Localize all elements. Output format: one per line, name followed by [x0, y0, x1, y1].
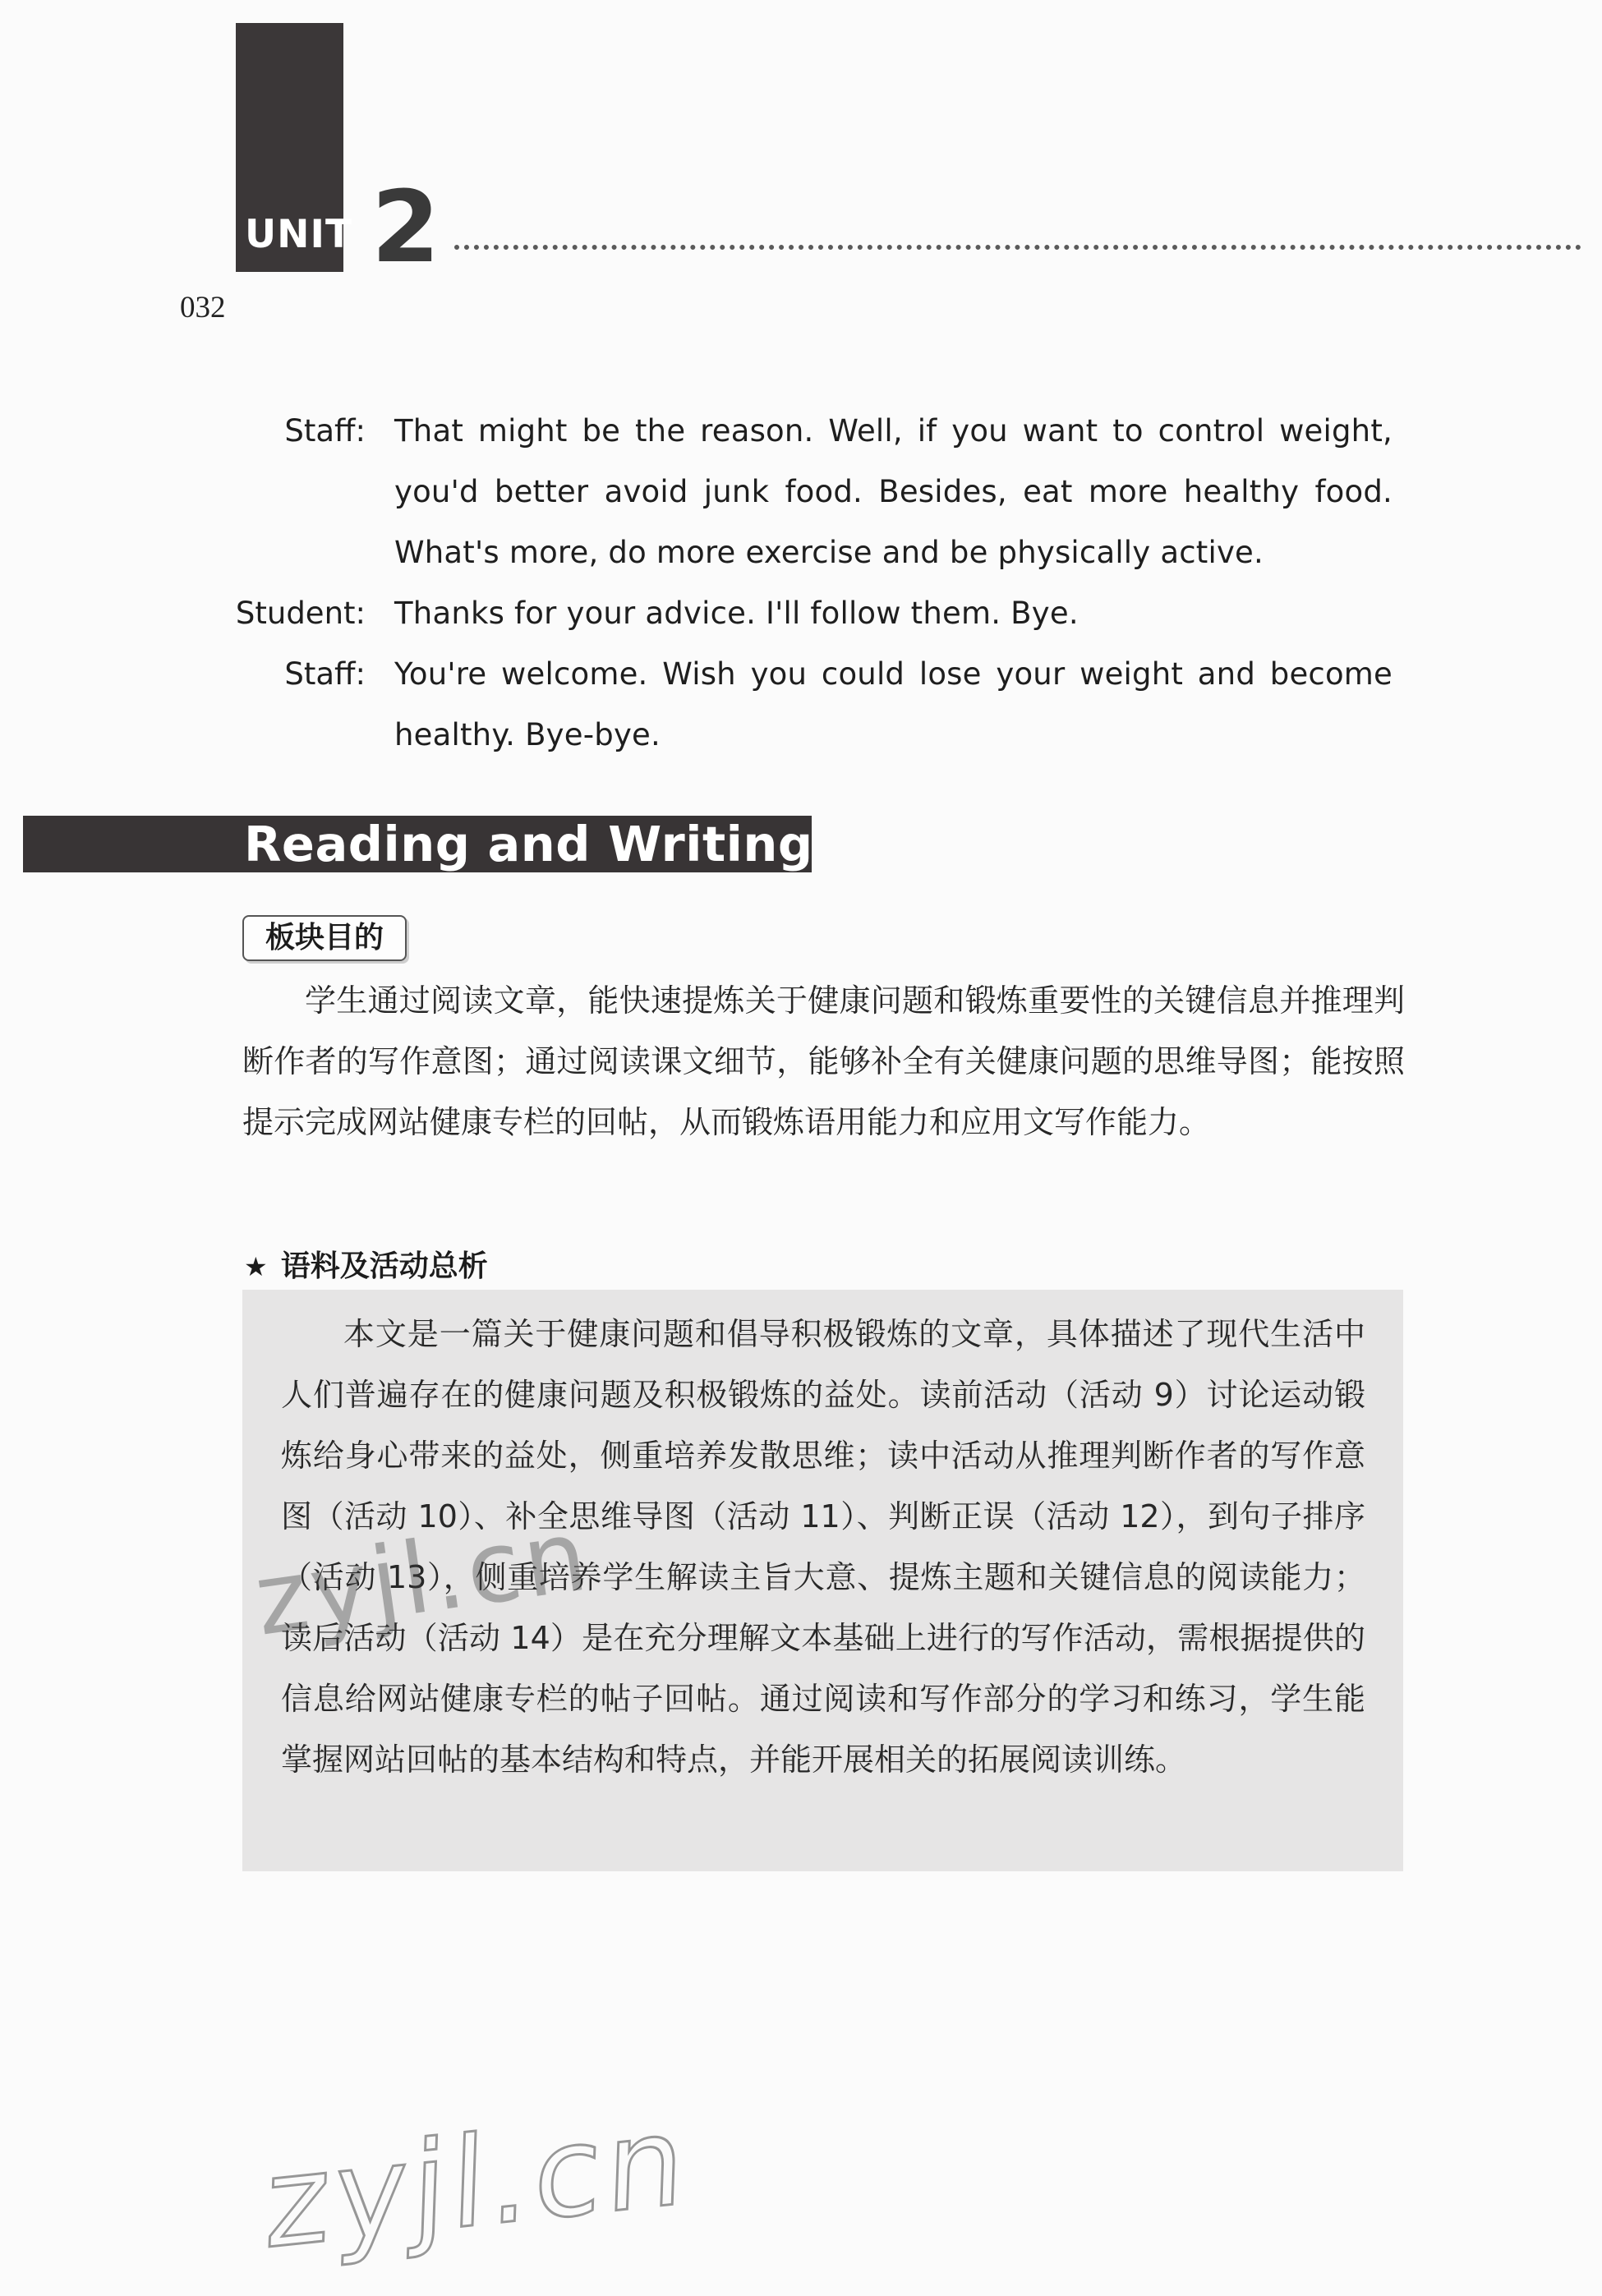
speaker-label: Student:	[235, 596, 366, 631]
dialogue-turn	[214, 583, 1413, 644]
header-dotted-rule	[454, 245, 1581, 250]
unit-number: 2	[371, 171, 440, 285]
dialogue-turn	[214, 644, 1413, 766]
dialogue-turn	[214, 401, 1413, 583]
utterance-text: That might be the reason. Well, if you want to control weight, you'd better avoid junk food. Besides, eat more healthy food. What's more, do more exercise and be physically active.	[394, 413, 1393, 570]
unit-label: UNIT	[245, 212, 353, 257]
utterance-text: Thanks for your advice. I'll follow them. Bye.	[394, 596, 1079, 631]
section-title: Reading and Writing	[244, 816, 813, 872]
star-icon: ★	[244, 1251, 268, 1282]
dialogue	[214, 401, 1413, 766]
block-goal-text: 学生通过阅读文章，能快速提炼关于健康问题和锻炼重要性的关键信息并推理判断作者的写作意图；通过阅读课文细节，能够补全有关健康问题的思维导图；能按照提示完成网站健康专栏的回帖，从而锻炼语用能力和应用文写作能力。	[242, 982, 1405, 1140]
watermark-large: zyjl.cn	[263, 2088, 692, 2277]
analysis-text: 本文是一篇关于健康问题和倡导积极锻炼的文章，具体描述了现代生活中人们普遍存在的健康问题及积极锻炼的益处。读前活动（活动 9）讨论运动锻炼给身心带来的益处，侧重培养发散思维；读中活动从推理判断作者的写作意图（活动 10）、补全思维导图（活动 11）、判断正误（活动 12），到句子排序（活动 13），侧重培养学生解读主旨大意、提炼主题和关键信息的阅读能力；读后活动（活动 14）是在充分理解文本基础上进行的写作活动，需根据提供的信息给网站健康专栏的帖子回帖。通过阅读和写作部分的学习和练习，学生能掌握网站回帖的基本结构和特点，并能开展相关的拓展阅读训练。	[281, 1316, 1365, 1778]
utterance-text: You're welcome. Wish you could lose your weight and become healthy. Bye-bye.	[394, 656, 1393, 752]
analysis-heading-text: 语料及活动总析	[280, 1249, 488, 1283]
page-number: 032	[180, 291, 226, 324]
analysis-heading	[244, 1245, 488, 1288]
speaker-label: Staff:	[284, 413, 366, 449]
watermark-small: zyjl.cn	[248, 1498, 597, 1659]
block-goal-label: 板块目的	[242, 915, 407, 961]
speaker-label: Staff:	[284, 656, 366, 692]
